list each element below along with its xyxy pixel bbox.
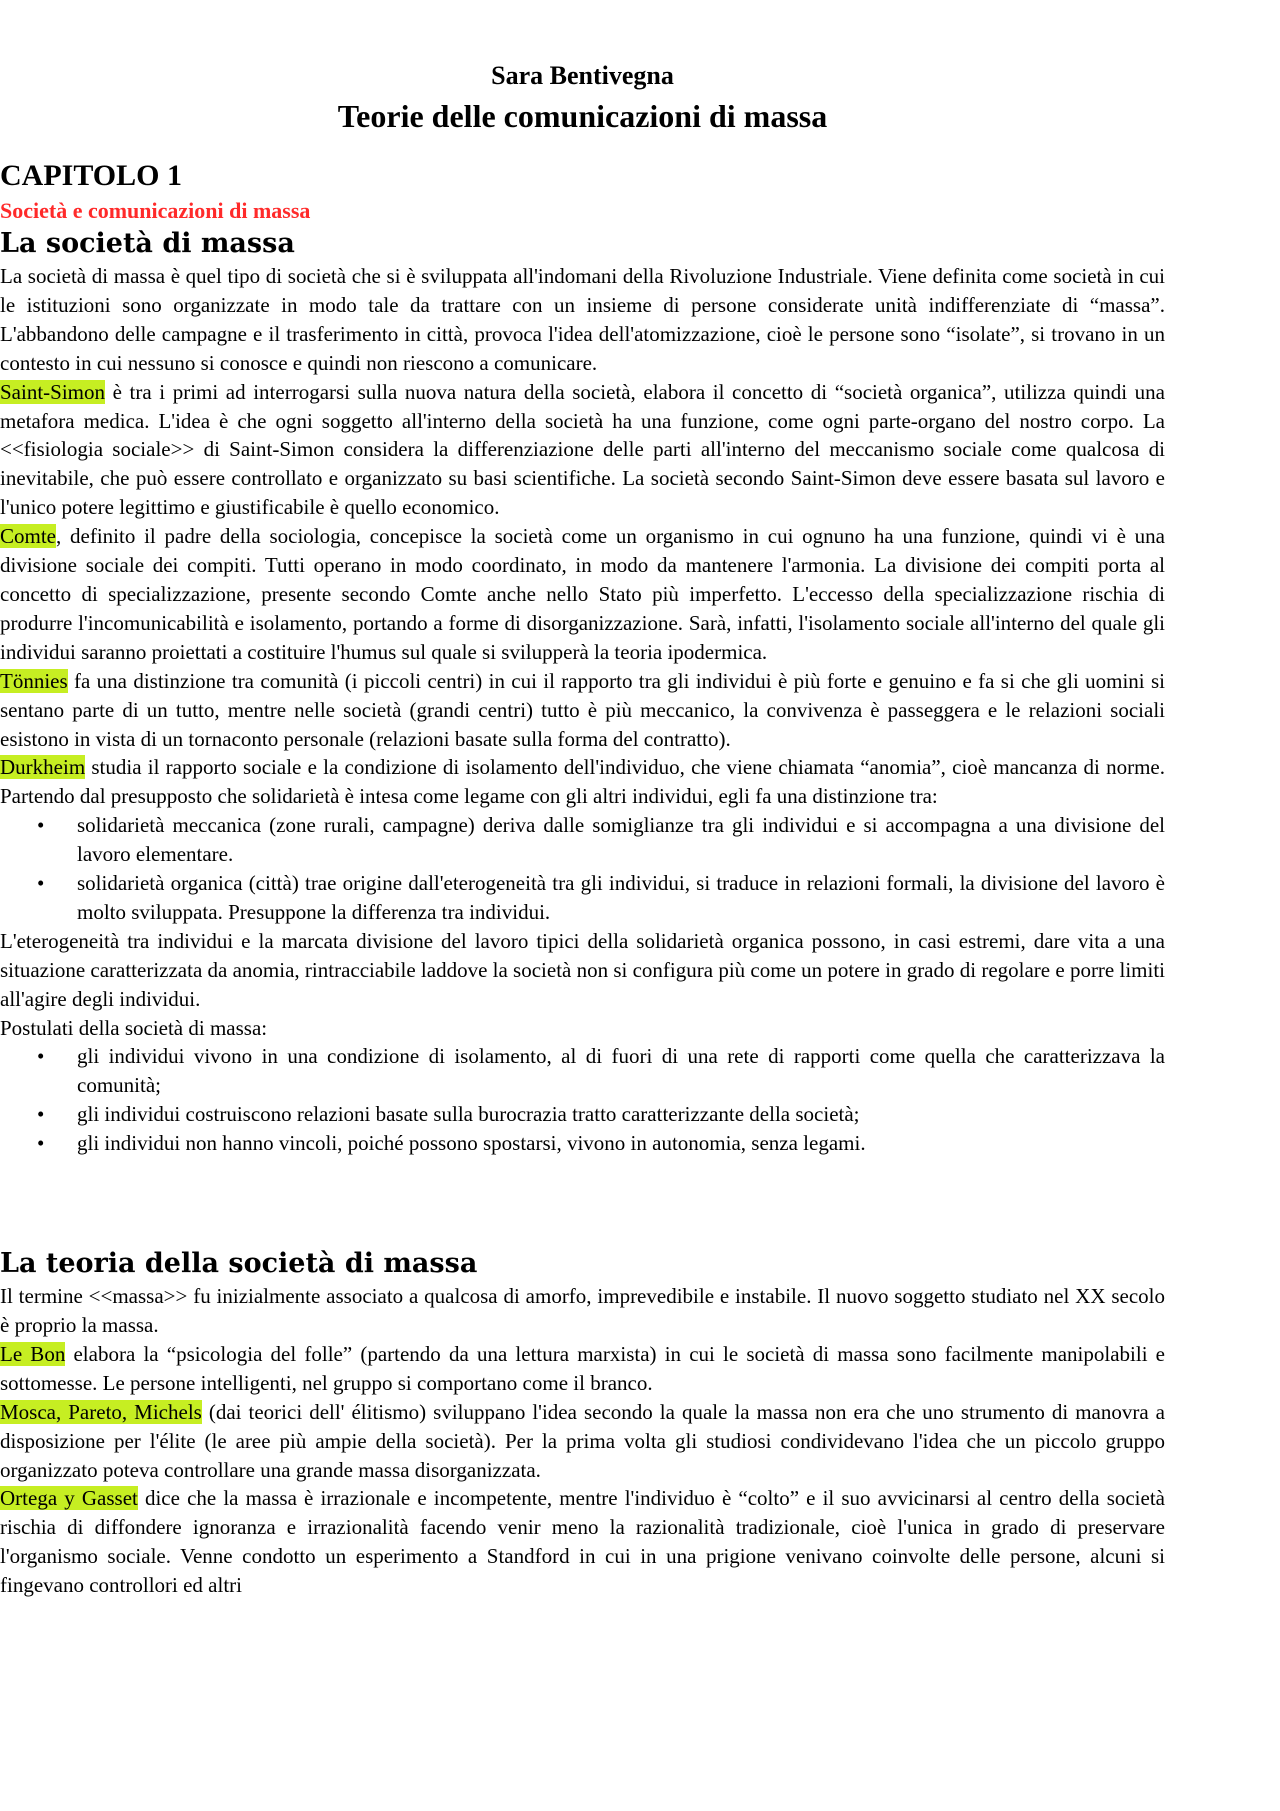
highlight-durkheim: Durkheim [0, 755, 86, 780]
highlight-saint-simon: Saint-Simon [0, 379, 106, 404]
section-heading-societa-di-massa: La società di massa [0, 228, 295, 259]
author-name: Sara Bentivegna [491, 61, 674, 90]
list-item: • solidarietà organica (città) trae origine dall'eterogeneità tra gli individui, si traduce in relazioni formali, la divisione del lavoro è molto sviluppata. Presuppone la differenza tra individui. [77, 869, 1165, 927]
paragraph-saint-simon [0, 378, 1165, 523]
list-item: • gli individui non hanno vincoli, poiché possono spostarsi, vivono in autonomia, senza legami. [77, 1129, 1165, 1158]
list-item: • solidarietà meccanica (zone rurali, campagne) deriva dalle somiglianze tra gli individui e si accompagna a una divisione del lavoro elementare. [77, 811, 1165, 869]
section-heading-teoria-societa-di-massa: La teoria della società di massa [0, 1248, 478, 1280]
section-gap [0, 1158, 1165, 1246]
paragraph-comte [0, 522, 1165, 667]
paragraph-intro: La società di massa è quel tipo di società che si è sviluppata all'indomani della Rivoluzione Industriale. Viene definita come società in cui le istituzioni sono organizzate in modo tale da trattare con un insieme di persone considerate unità indifferenziate di “massa”. L'abbandono delle campagne e il trasferimento in città, provoca l'idea dell'atomizzazione, cioè le persone sono “isolate”, si trovano in un contesto in cui nessuno si conosce e quindi non riescono a comunicare. [0, 264, 1165, 375]
paragraph-tonnies [0, 667, 1165, 754]
paragraph-saint-simon-text: è tra i primi ad interrogarsi sulla nuova natura della società, elabora il concetto di “società organica”, utilizza quindi una metafora medica. L'idea è che ogni soggetto all'interno della società ha una funzione, come ogni parte-organo del nostro corpo. La <<fisiologia sociale>> di Saint-Simon considera la differenziazione delle parti all'interno del meccanismo sociale come qualcosa di inevitabile, che può essere controllato e organizzato su basi scientifiche. La società secondo Saint-Simon deve essere basata sul lavoro e l'unico potere legittimo e giustificabile è quello economico. [0, 379, 1165, 520]
postulates-label: Postulati della società di massa: [0, 1015, 268, 1040]
list-item: • gli individui costruiscono relazioni basate sulla burocrazia tratto caratterizzante della società; [77, 1100, 1165, 1129]
highlight-tonnies: Tönnies [0, 668, 68, 693]
paragraph-durkheim [0, 753, 1165, 811]
paragraph-elitists-text: (dai teorici dell' élitismo) sviluppano l'idea secondo la quale la massa non era che uno strumento di manovra a disposizione per l'élite (le aree più ampie della società). Per la prima volta gli studiosi condividevano l'idea che un piccolo gruppo organizzato poteva controllare una grande massa disorganizzata. [0, 1399, 1165, 1482]
paragraph-heterogeneity: L'eterogeneità tra individui e la marcata divisione del lavoro tipici della solidarietà organica possono, in casi estremi, dare vita a una situazione caratterizzata da anomia, rintracciabile laddove la società non si configura più come un potere in grado di regolare e porre limiti all'agire degli individui. [0, 928, 1166, 1011]
solidarity-list [0, 811, 1165, 927]
highlight-mosca-pareto-michels: Mosca, Pareto, Michels [0, 1399, 202, 1424]
list-item: • gli individui vivono in una condizione di isolamento, al di fuori di una rete di rapporti come quella che caratterizzava la comunità; [77, 1042, 1165, 1100]
highlight-le-bon: Le Bon [0, 1341, 66, 1366]
paragraph-massa-intro: Il termine <<massa>> fu inizialmente associato a qualcosa di amorfo, imprevedibile e instabile. Il nuovo soggetto studiato nel XX secolo è proprio la massa. [0, 1284, 1165, 1337]
highlight-comte: Comte [0, 524, 56, 549]
paragraph-tonnies-text: fa una distinzione tra comunità (i piccoli centri) in cui il rapporto tra gli individui è più forte e genuino e fa si che gli uomini si sentano parte di un tutto, mentre nelle società (grandi centri) tutto è più meccanico, la convivenza è passeggera e le relazioni sociali esistono in vista di un tornaconto personale (relazioni basate sulla forma del contratto). [0, 668, 1165, 751]
paragraph-ortega-text: dice che la massa è irrazionale e incompetente, mentre l'individuo è “colto” e il suo avvicinarsi al centro della società rischia di diffondere ignoranza e irrazionalità facendo venir meno la razionalità tradizionale, cioè l'unica in grado di preservare l'organismo sociale. Venne condotto un esperimento a Standford in cui in una prigione venivano coinvolte delle persone, alcuni si fingevano controllori ed altri [0, 1486, 1165, 1598]
paragraph-elitists [0, 1398, 1165, 1485]
chapter-label: CAPITOLO 1 [0, 159, 182, 192]
document-title: Teorie delle comunicazioni di massa [337, 98, 828, 134]
paragraph-le-bon-text: elabora la “psicologia del folle” (partendo da una lettura marxista) in cui le società di massa sono facilmente manipolabili e sottomesse. Le persone intelligenti, nel gruppo si comportano come il branco. [0, 1341, 1166, 1395]
chapter-subtitle: Società e comunicazioni di massa [0, 198, 311, 223]
paragraph-comte-text: , definito il padre della sociologia, concepisce la società come un organismo in cui ognuno ha una funzione, quindi vi è una divisione sociale dei compiti. Tutti operano in modo coordinato, in modo da mantenere l'armonia. La divisione dei compiti porta al concetto di specializzazione, presente secondo Comte anche nello Stato più imperfetto. L'eccesso della specializzazione rischia di produrre l'incomunicabilità e isolamento, portando a forme di disorganizzazione. Sarà, infatti, l'isolamento sociale all'interno del quale gli individui saranno proiettati a costituire l'humus sul quale si svilupperà la teoria ipodermica. [0, 524, 1165, 664]
highlight-ortega-y-gasset: Ortega y Gasset [0, 1486, 138, 1511]
paragraph-durkheim-text: studia il rapporto sociale e la condizione di isolamento dell'individuo, che viene chiamata “anomia”, cioè mancanza di norme. Partendo dal presupposto che solidarietà è intesa come legame con gli altri individui, egli fa una distinzione tra: [0, 755, 1165, 809]
postulates-list [0, 1042, 1165, 1158]
paragraph-le-bon [0, 1340, 1165, 1398]
paragraph-ortega [0, 1484, 1165, 1600]
